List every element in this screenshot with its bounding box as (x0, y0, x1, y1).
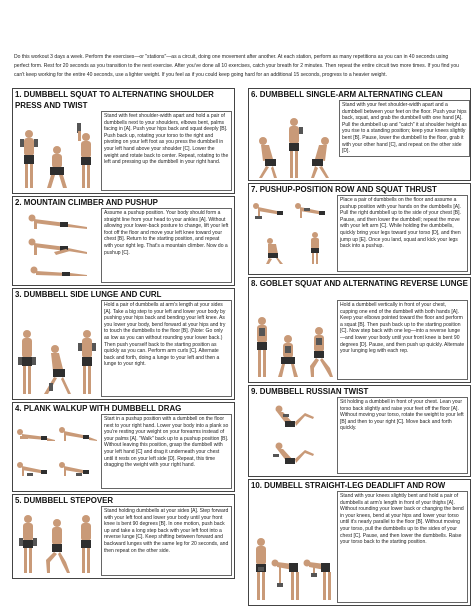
exercise-description: Hold a pair of dumbbells at arm's length at your sides [A]. Take a big step to your left and lower your body by pushing your hips back and bending your left knee. As you lower your body, bend forward at your hips and try to touch the dumbbells to the floor [B]. (Note: Go only as low as you can without rounding your lower back.) Then push yourself back to the starting position as quickly as you can. Perform arm curls [C]. Alternate back and forth, doing a lunge to your left and then a lunge to your right. (101, 300, 232, 397)
exercise-1 (12, 88, 235, 194)
athlete-figure (309, 135, 335, 179)
exercise-description: Stand with feet shoulder-width apart and hold a pair of dumbbells next to your shoulders, elbows bent, palms facing in [A]. Push your hips back and squat deeply [B]. Push back up, rotating your torso to the right and pivoting on your left foot as you press the dumbbell in your left hand above your shoulder [C]. Lower the weight and rotate back to center. Repeat, rotating to the left and pressing up the dumbbell in your right hand. (101, 111, 232, 191)
exercise-description: Stand holding dumbbells at your sides [A]. Step forward with your left foot and lower your body until your front knee is bent 90 degrees [B]. In one motion, push back up and take a long step back with your left foot into a reverse lunge [C]. Keep shifting between forward and backward lunges with the same leg for 20 seconds, and then repeat on the other side. (101, 506, 232, 576)
athlete-figure (271, 555, 303, 601)
athlete-figure (16, 426, 56, 442)
exercise-2 (12, 196, 235, 286)
athlete-figure (304, 326, 334, 378)
exercise-title: 9. DUMBBELL RUSSIAN TWIST (251, 387, 369, 396)
exercise-7 (248, 183, 471, 275)
athlete-figure (294, 202, 334, 220)
exercise-photo (249, 300, 337, 382)
exercise-description: Hold a dumbbell vertically in front of your chest, cupping one end of the dumbbell with both hands [A]. Keep your elbows pointed toward the floor and perform a squat [B]. Then push back up to the starting position [C]. Now step back with one leg—into a reverse lunge—and lower your body until your front knee is bent 90 degrees [D]. Pause, and then push up quickly. Alternate your lunging leg with each rep. (337, 300, 468, 380)
exercise-description: Start in a pushup position with a dumbbell on the floor next to your right hand. Lower your body into a plank so you're resting your weight on your forearms instead of your palms [A]. "Walk" back up to a pushup position [B]. Without leaving this position, grasp the dumbbell with your left hand [C] and drag it underneath your chest until it rests on your left side [D]. Repeat, this time dragging the weight with your right hand. (101, 414, 232, 489)
exercise-photo (251, 103, 337, 179)
athlete-figure (303, 555, 335, 601)
athlete-figure (253, 135, 279, 179)
exercise-title: 2. MOUNTAIN CLIMBER AND PUSHUP (15, 198, 158, 207)
exercise-4 (12, 402, 235, 492)
exercise-6 (248, 88, 471, 181)
exercise-3 (12, 288, 235, 400)
exercise-photo (13, 208, 101, 285)
exercise-photo (249, 491, 337, 605)
athlete-figure (26, 238, 88, 256)
right-column (248, 88, 471, 608)
athlete-figure (284, 117, 304, 179)
exercise-title: 3. DUMBBELL SIDE LUNGE AND CURL (15, 290, 162, 299)
athlete-figure (251, 537, 271, 601)
exercise-title: 1. DUMBBELL SQUAT TO ALTERNATING SHOULDER PRESS AND TWIST (15, 90, 214, 110)
athlete-figure (18, 129, 40, 189)
athlete-figure (26, 214, 88, 230)
athlete-figure (17, 514, 39, 574)
exercise-8 (248, 277, 471, 383)
exercise-description: Stand with your feet shoulder-width apart and a dumbbell between your feet on the floor. Push your hips back, squat, and grab the dumbbell with one hand [A]. Pull the dumbbell up and "catch" it at shoulder height as you rise to a standing position; keep your knees slightly bent [B]. Pause, lower the dumbbell to the floor, grab it with your other hand [C], and repeat on the other side [D]. (339, 100, 470, 157)
exercise-title: 6. DUMBBELL SINGLE-ARM ALTERNATING CLEAN (251, 90, 443, 99)
left-column (12, 88, 235, 581)
athlete-figure (275, 334, 301, 378)
athlete-figure (74, 123, 96, 189)
athlete-figure (252, 202, 292, 220)
athlete-figure (262, 237, 284, 265)
exercise-photo (13, 414, 101, 491)
athlete-figure (42, 518, 72, 574)
exercise-photo (13, 111, 101, 193)
athlete-figure (76, 329, 98, 395)
athlete-figure (45, 145, 69, 189)
athlete-figure (26, 265, 88, 277)
exercise-5 (12, 494, 235, 579)
exercise-photo (249, 397, 337, 476)
athlete-figure (306, 231, 324, 265)
exercise-9 (248, 385, 471, 477)
exercise-description: Stand with your knees slightly bent and hold a pair of dumbbells at arm's length in front of your thighs [A]. Without rounding your lower back or changing the bend in your knees, bend at your hips and lower your torso until it's nearly parallel to the floor [B]. Without moving your torso, pull the dumbbells up to the sides of your chest [C]. Pause, and then lower the dumbbells. Raise your torso back to the starting position. (337, 491, 468, 603)
athlete-figure (271, 442, 315, 466)
intro-paragraph: Do this workout 3 days a week. Perform the exercises—or "stations"—as a circuit, doing one movement after another. At each station, perform as many repetitions as you can in 40 seconds using perfect form. Rest for 20 seconds as you transition to the next exercise. After you've done all 10 exercises, catch your breath for 2 minutes. Then repeat the entire circuit two more times. If you find you can't keep working for the entire 40 seconds, use a lighter weight. If you feel as if you could keep going hard for an additional 15 seconds, progress to a heavier weight. (14, 54, 459, 79)
exercise-title: 5. DUMBBELL STEPOVER (15, 496, 114, 505)
athlete-figure (16, 329, 38, 395)
athlete-figure (58, 426, 98, 442)
athlete-figure (58, 461, 98, 477)
athlete-figure (271, 405, 315, 429)
athlete-figure (16, 461, 56, 477)
exercise-photo (13, 506, 101, 578)
exercise-10 (248, 479, 471, 606)
exercise-title: 8. GOBLET SQUAT AND ALTERNATING REVERSE LUNGE (251, 279, 468, 288)
exercise-photo (13, 300, 101, 399)
athlete-figure (41, 343, 73, 395)
exercise-title: 10. DUMBELL STRAIGHT-LEG DEADLIFT AND ROW (251, 481, 446, 490)
exercise-title: 4. PLANK WALKUP WITH DUMBBELL DRAG (15, 404, 182, 413)
exercise-photo (249, 195, 337, 274)
exercise-description: Place a pair of dumbbells on the floor and assume a pushup position with your hands on the dumbbells [A]. Pull the right dumbbell up to the side of your chest [B]. Pause, and then lower the dumbbell; repeat the move with your left arm [C]. While holding the dumbbells, quickly bring your legs toward your torso [D], and then jump up [E]. Once you land, squat and kick your legs back into a pushup. (337, 195, 468, 272)
exercise-description: Assume a pushup position. Your body should form a straight line from your head to your ankles [A]. Without allowing your lower-back posture to change, lift your left foot off the floor and move your left knee toward your chest [B]. Return to the starting position, and repeat with your right leg. That's a mountain climber. Now do a pushup [C]. (101, 208, 232, 283)
exercise-title: 7. PUSHUP-POSITION ROW AND SQUAT THRUST (251, 185, 437, 194)
exercise-description: Sit holding a dumbbell in front of your chest. Lean your torso back slightly and raise your feet off the floor [A]. Without moving your torso, rotate the weight to your left [B] and then to your right [C]. Move back and forth quickly. (337, 397, 468, 474)
athlete-figure (252, 316, 272, 378)
athlete-figure (75, 514, 97, 574)
